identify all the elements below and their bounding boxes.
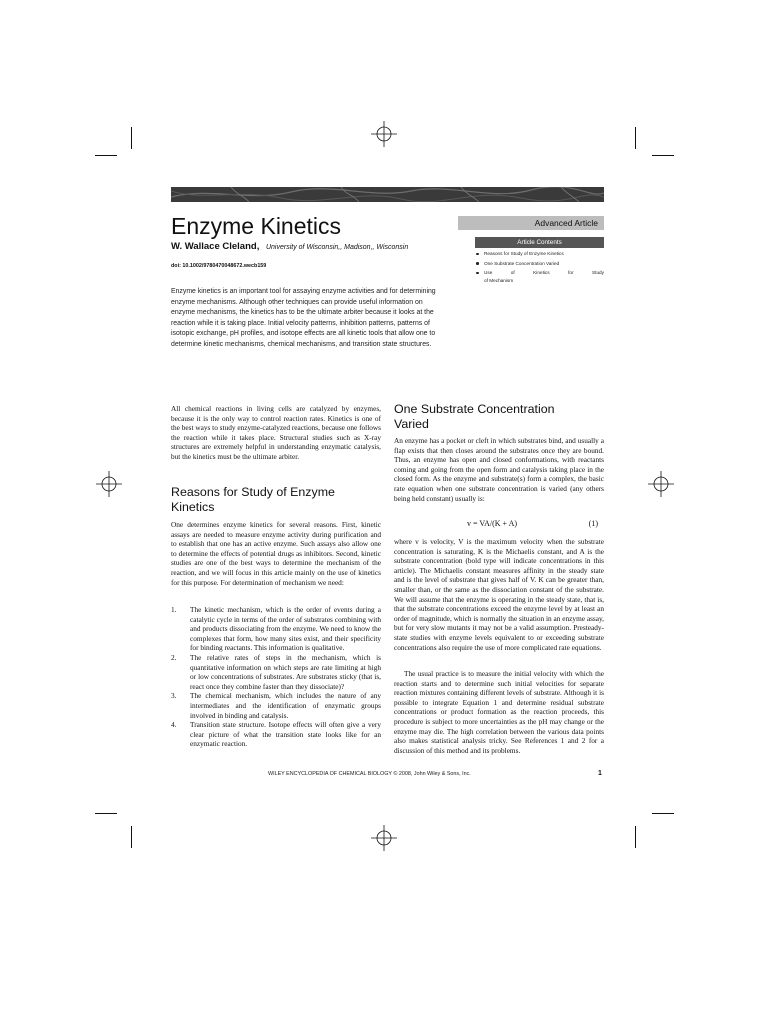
mechanism-list: [171, 605, 381, 749]
section-heading: Reasons for Study of Enzyme Kinetics: [171, 485, 335, 514]
crop-mark: [635, 826, 636, 848]
registration-mark-icon: [371, 121, 397, 147]
crop-mark: [652, 813, 674, 814]
registration-mark-icon: [371, 825, 397, 851]
contents-item[interactable]: Use of Kinetics for Study: [475, 269, 604, 277]
header-band: [171, 187, 604, 202]
equation-number: (1): [588, 519, 598, 528]
registration-mark-icon: [96, 471, 122, 497]
author-name: W. Wallace Cleland,: [171, 241, 260, 252]
registration-mark-icon: [648, 471, 674, 497]
abstract: Enzyme kinetics is an important tool for assaying enzyme activities and for determining enzyme mechanisms. Although other techniques can provide useful information on enzyme mechanisms, the kinetics has to be the ultimate arbiter because it looks at the reaction while it is taking place. Initial velocity patterns, inhibition patterns, patterns of isotopic exchange, pH profiles, and isotope effects are all kinetic tools that allow one to determine kinetic mechanisms, chemical mechanisms, and transition state structures.: [171, 288, 436, 348]
section-paragraph: The usual practice is to measure the initial velocity with which the reaction starts and to determine such initial velocities for separate reaction mixtures containing different levels of substrate. Although it is possible to integrate Equation 1 and determine residual substrate concentrations or product formation as the reaction proceeds, this procedure is subject to more uncertainties as the pH may change or the enzyme may die. The high correlation between the various data points also makes statistical analysis tricky. See References 1 and 2 for a discussion of this method and its problems.: [394, 669, 604, 755]
section-paragraph: An enzyme has a pocket or cleft in which substrates bind, and usually a flap exists that then closes around the substrates once they are bound. Thus, an enzyme has open and closed conformations, with reactants coming and going from the open form and catalysis taking place in the closed form. As the enzyme and substrate(s) form a complex, the basic rate equation when one substrate concentration is varied (any others being held constant) usually is:: [394, 436, 604, 503]
list-item: 3. The chemical mechanism, which includes the nature of any intermediates and the identification of enzymatic groups involved in binding and catalysis.: [171, 691, 381, 720]
section-paragraph: where v is velocity, V is the maximum velocity when the substrate concentration is saturating, K is the Michaelis constant, and A is the substrate concentration (bold type will indicate concentrations in this article). The Michaelis constant measures affinity in the steady state and is the level of substrate that gives half of V. K can be greater than, smaller than, or the same as the dissociation constant of the substrate. We will assume that the enzyme is operating in the steady state, that is, that the substrate concentrations exceed the enzyme level by at least an order of magnitude, which is normally the situation in an enzyme assay, but for very slow mutants it may not be a valid assumption. Presteady-state studies with enzyme levels equivalent to or exceeding substrate concentrations also require the use of more complicated rate equations.: [394, 537, 604, 652]
list-item: 1. The kinetic mechanism, which is the order of events during a catalytic cycle in terms of the order of substrates combining with and products dissociating from the enzyme. We need to know the complexes that form, how many sites exist, and their specificity for binding reactants. This information is qualitative.: [171, 605, 381, 653]
article-contents-list: [475, 250, 604, 284]
article-contents-heading: Article Contents: [475, 237, 604, 248]
advanced-article-label: Advanced Article: [458, 216, 604, 230]
crop-mark: [131, 826, 132, 848]
author-affiliation: University of Wisconsin,, Madison,, Wisconsin: [265, 244, 409, 251]
equation-text: v = VA/(K + A): [467, 519, 518, 528]
doi: doi: 10.1002/9780470048672.wecb159: [171, 263, 267, 269]
page-number: 1: [598, 770, 602, 777]
contents-item[interactable]: Reasons for Study of Enzyme Kinetics: [475, 250, 604, 258]
crop-mark: [131, 127, 132, 149]
crop-mark: [95, 155, 117, 156]
author-line: [171, 241, 408, 252]
article-title: Enzyme Kinetics: [171, 213, 342, 239]
list-item: 4. Transition state structure. Isotope effects will often give a very clear picture of what the transition state looks like for an enzymatic reaction.: [171, 720, 381, 749]
section-paragraph: One determines enzyme kinetics for several reasons. First, kinetic assays are needed to measure enzyme activity during purification and to establish that one has an active enzyme. Such assays also allow one to determine the effects of potential drugs as inhibitors. Second, kinetic studies are one of the best ways to determine the mechanism of the reaction, and we will focus in this article mainly on the use of kinetics for this purpose. For determination of mechanism we need:: [171, 520, 381, 587]
crop-mark: [95, 813, 117, 814]
crop-mark: [652, 155, 674, 156]
contents-item-continuation[interactable]: of Mechanism: [484, 277, 514, 283]
list-item: 2. The relative rates of steps in the mechanism, which is quantitative information on which steps are rate limiting at high or low concentrations of substrates. Are substrates sticky (that is, react once they combine faster than they dissociate)?: [171, 652, 381, 691]
section-heading: One Substrate Concentration Varied: [394, 402, 555, 431]
footer-text: WILEY ENCYCLOPEDIA OF CHEMICAL BIOLOGY © 2008, John Wiley & Sons, Inc.: [268, 771, 471, 777]
crop-mark: [635, 127, 636, 149]
ornament-pattern-icon: [171, 187, 604, 202]
contents-item[interactable]: One Substrate Concentration Varied: [475, 260, 604, 268]
intro-paragraph: All chemical reactions in living cells are catalyzed by enzymes, because it is the only way to control reaction rates. Kinetics is one of the best ways to study enzyme-catalyzed reactions, because one follows the reaction while it takes place. Structural studies such as X-ray structures are extremely helpful in understanding enzymatic catalysis, but the kinetics must be the ultimate arbiter.: [171, 404, 381, 461]
